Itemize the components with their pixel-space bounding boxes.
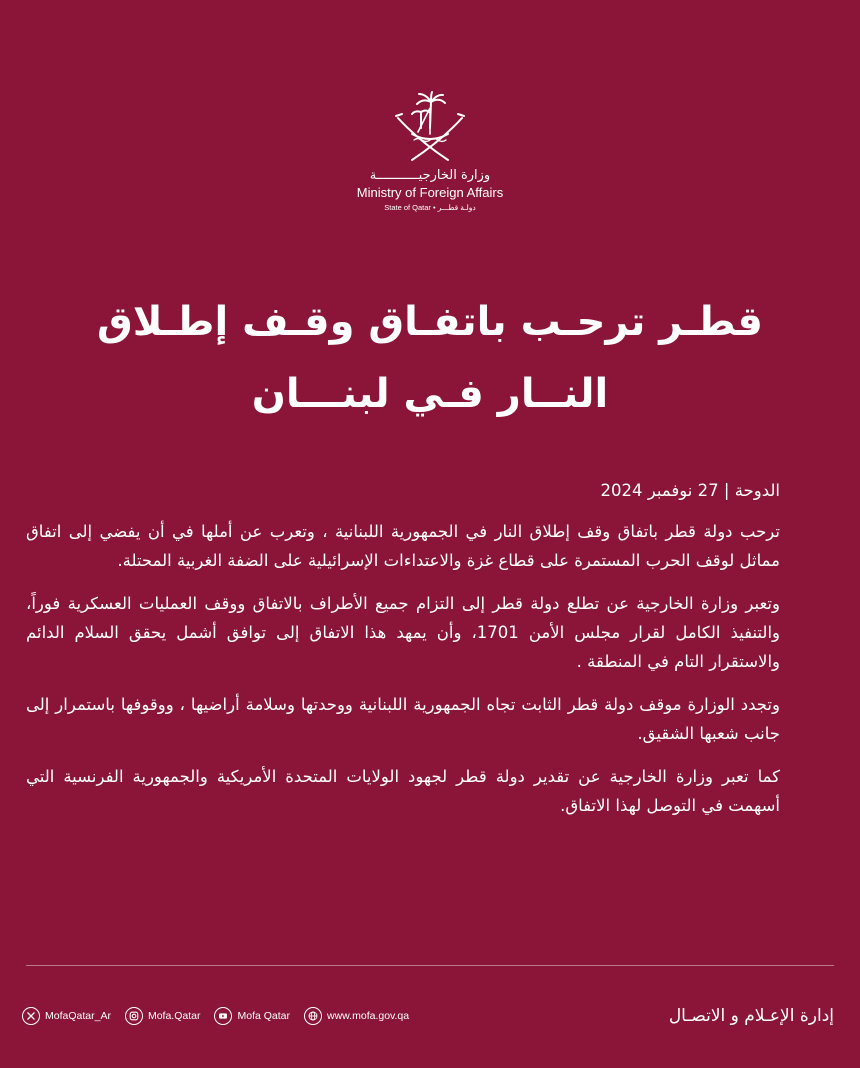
footer-divider xyxy=(26,965,834,966)
footer xyxy=(22,1006,834,1026)
state-of-qatar-label: State of Qatar • دولـة قطـــر xyxy=(384,203,476,212)
paragraph-3: وتجدد الوزارة موقف دولة قطر الثابت تجاه الجمهورية اللبنانية ووحدتها وسلامة أراضيها ، ووقوفها باستمرار إلى جانب شعبها الشقيق. xyxy=(26,695,780,743)
ministry-arabic-name: وزارة الخارجيـــــــــــة xyxy=(369,168,491,183)
title-line-1: قطـر ترحـب باتفـاق وقـف إطـلاق xyxy=(96,299,763,345)
social-links xyxy=(22,1007,409,1025)
paragraph-2: وتعبر وزارة الخارجية عن تطلع دولة قطر إلى التزام جميع الأطراف بالاتفاق ووقف العمليات العسكرية فوراً، والتنفيذ الكامل لقرار مجلس الأمن 1701، وأن يمهد هذا الاتفاق إلى توافق أشمل يحقق السلام الدائم والاستقرار التام في المنطقة . xyxy=(26,594,780,671)
paragraph-4: كما تعبر وزارة الخارجية عن تقدير دولة قطر لجهود الولايات المتحدة الأمريكية والجمهورية الفرنسية التي أسهمت في التوصل لهذا الاتفاق. xyxy=(26,767,780,815)
instagram-icon xyxy=(125,1007,143,1025)
ministry-english-name: Ministry of Foreign Affairs xyxy=(356,185,504,200)
globe-icon xyxy=(304,1007,322,1025)
title-line-2: النــار فـي لبنـــان xyxy=(251,371,609,417)
dateline: الدوحة | 27 نوفمبر 2024 xyxy=(600,481,780,500)
x-icon xyxy=(22,1007,40,1025)
statement-body xyxy=(26,476,780,834)
ministry-logo xyxy=(0,88,860,212)
social-label-youtube: Mofa Qatar xyxy=(237,1010,291,1022)
social-link-website[interactable] xyxy=(304,1007,409,1025)
social-link-x[interactable] xyxy=(22,1007,111,1025)
social-link-instagram[interactable] xyxy=(125,1007,201,1025)
emblem-icon xyxy=(390,88,470,164)
statement-title xyxy=(60,286,800,430)
youtube-icon xyxy=(214,1007,232,1025)
social-label-instagram: Mofa.Qatar xyxy=(147,1010,201,1022)
social-link-youtube[interactable] xyxy=(214,1007,290,1025)
paragraph-1: ترحب دولة قطر باتفاق وقف إطلاق النار في الجمهورية اللبنانية ، وتعرب عن أملها في أن يفضي إلى اتفاق مماثل لوقف الحرب المستمرة على قطاع غزة والاعتداءات الإسرائيلية على الضفة الغربية المحتلة. xyxy=(26,522,780,570)
social-label-x: MofaQatar_Ar xyxy=(45,1010,111,1022)
department-name: إدارة الإعـلام و الاتصـال xyxy=(668,1006,834,1026)
social-label-website: www.mofa.gov.qa xyxy=(327,1010,410,1022)
